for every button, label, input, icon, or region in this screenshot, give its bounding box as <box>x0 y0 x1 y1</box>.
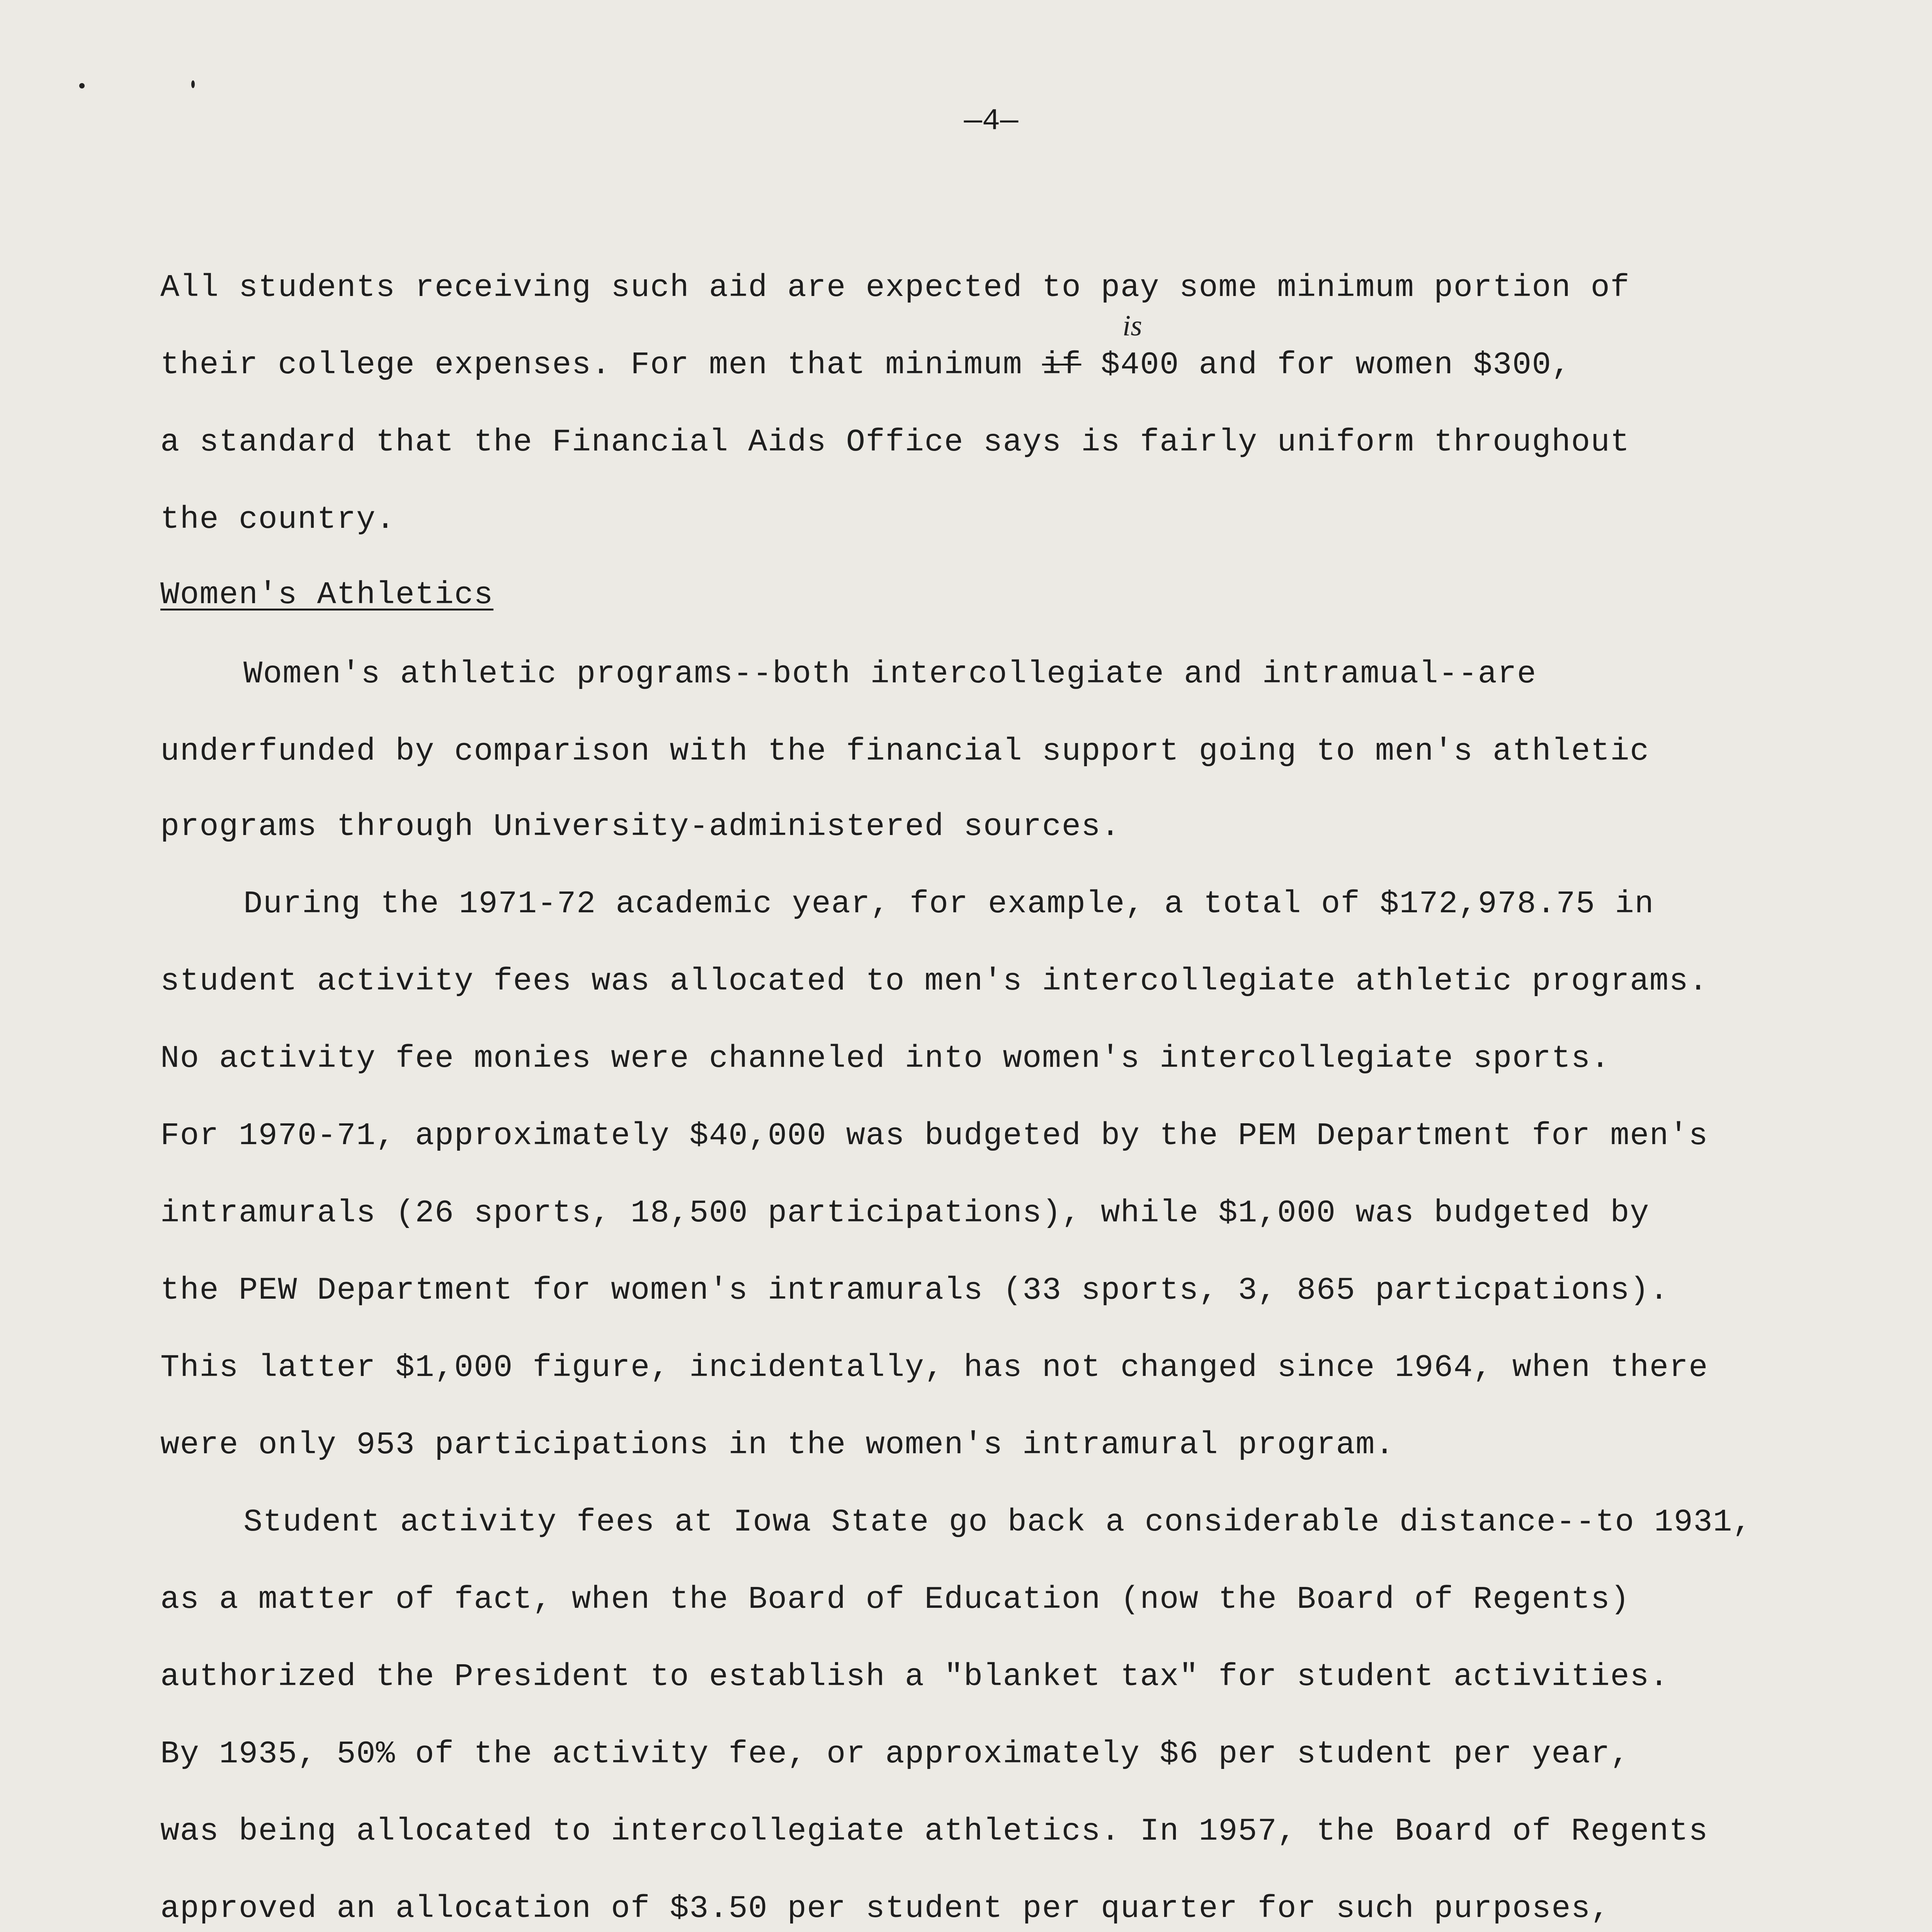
body-line: as a matter of fact, when the Board of Education (now the Board of Regents) <box>160 1582 1630 1617</box>
body-line: By 1935, 50% of the activity fee, or approximately $6 per student per year, <box>160 1736 1630 1772</box>
body-line: intramurals (26 sports, 18,500 participations), while $1,000 was budgeted by <box>160 1195 1650 1231</box>
body-line: Women's athletic programs--both intercollegiate and intramual--are <box>243 656 1537 692</box>
section-heading: Women's Athletics <box>160 577 494 613</box>
scan-speck <box>79 83 85 88</box>
body-line: authorized the President to establish a "blanket tax" for student activities. <box>160 1659 1669 1695</box>
body-line: the PEW Department for women's intramurals (33 sports, 3, 865 particpations). <box>160 1272 1669 1308</box>
handwritten-correction: is <box>1122 310 1142 342</box>
body-line <box>160 344 1571 386</box>
body-line: During the 1971-72 academic year, for example, a total of $172,978.75 in <box>243 886 1654 922</box>
body-line: the country. <box>160 502 396 537</box>
body-line: student activity fees was allocated to men's intercollegiate athletic programs. <box>160 963 1708 999</box>
body-line: All students receiving such aid are expected to pay some minimum portion of <box>160 270 1630 306</box>
line-text: $400 and for women $300, <box>1081 347 1571 383</box>
body-line: was being allocated to intercollegiate athletics. In 1957, the Board of Regents <box>160 1813 1708 1849</box>
body-line: approved an allocation of $3.50 per student per quarter for such purposes, <box>160 1891 1611 1927</box>
page-number: —4— <box>964 104 1019 138</box>
line-text: their college expenses. For men that minimum <box>160 347 1042 383</box>
body-line: This latter $1,000 figure, incidentally, has not changed since 1964, when there <box>160 1350 1708 1386</box>
body-line: a standard that the Financial Aids Office says is fairly uniform throughout <box>160 424 1630 460</box>
scan-speck <box>191 80 195 88</box>
body-line: For 1970-71, approximately $40,000 was budgeted by the PEM Department for men's <box>160 1118 1708 1154</box>
body-line: programs through University-administered sources. <box>160 809 1121 845</box>
body-line: underfunded by comparison with the financial support going to men's athletic <box>160 733 1650 769</box>
struck-out-word: if <box>1042 347 1082 383</box>
body-line: were only 953 participations in the women's intramural program. <box>160 1427 1395 1463</box>
body-line: No activity fee monies were channeled into women's intercollegiate sports. <box>160 1041 1611 1077</box>
body-line: Student activity fees at Iowa State go back a considerable distance--to 1931, <box>243 1504 1752 1540</box>
